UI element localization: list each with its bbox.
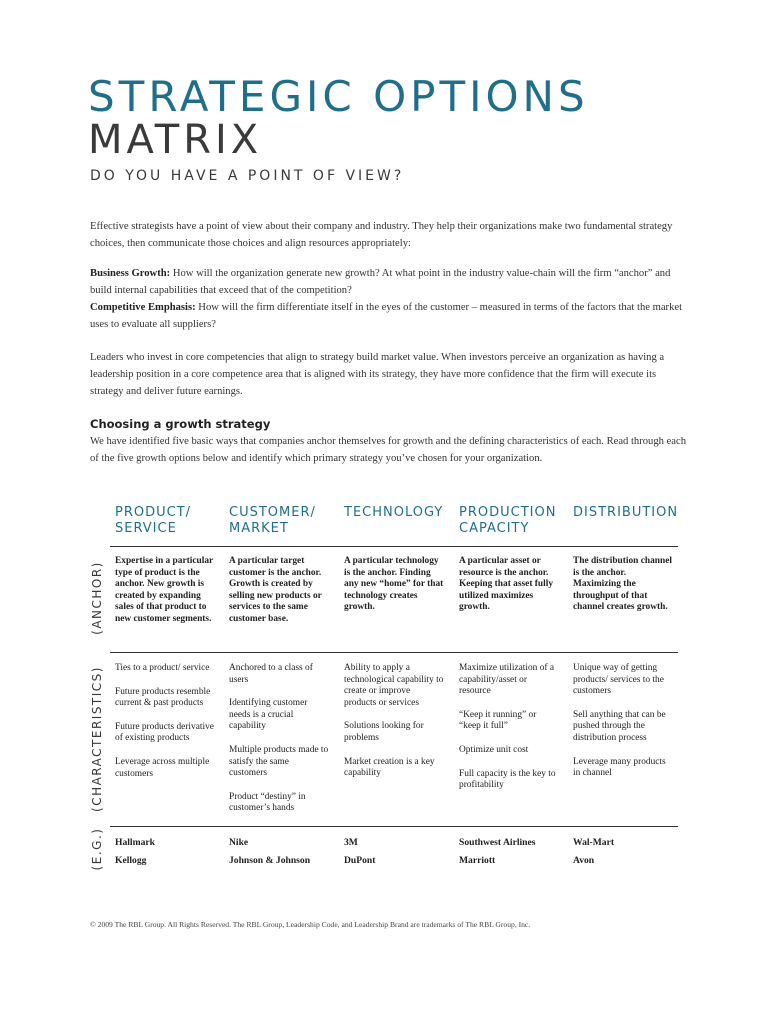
column-heading-text: DISTRIBUTION: [573, 505, 679, 520]
example-company: Wal-Mart: [573, 837, 615, 848]
subtitle: DO YOU HAVE A POINT OF VIEW?: [90, 168, 405, 184]
examples-cell-technology: [344, 834, 375, 870]
strategy-choices-paragraph: [90, 265, 690, 333]
characteristic-item: Sell anything that can be pushed through the distribution process: [573, 709, 666, 743]
characteristics-cell-product-service: [115, 663, 215, 792]
characteristic-item: Solutions looking for problems: [344, 721, 424, 743]
example-company: Nike: [229, 837, 249, 848]
characteristic-item: “Keep it running” or “keep it full”: [459, 709, 537, 732]
row-label-characteristics: (CHARACTERISTICS): [90, 666, 104, 812]
example-company: Marriott: [459, 855, 496, 866]
anchor-cell-production-capacity: A particular asset or resource is the anchor. Keeping that asset fully utilized maximizes growth.: [459, 556, 554, 613]
anchor-cell-customer-market: A particular target customer is the anchor. Growth is created by selling new products or services to the same customer base.: [229, 556, 322, 624]
business-growth-label: Business Growth:: [90, 268, 171, 279]
choosing-paragraph: We have identified five basic ways that companies anchor themselves for growth and the defining characteristics of each. Read through each of the five growth options below and identify which primary strategy you’ve chosen for your organization.: [90, 436, 686, 464]
example-company: Southwest Airlines: [459, 837, 536, 848]
examples-cell-product-service: [115, 834, 155, 870]
example-company: Kellogg: [115, 855, 147, 866]
column-heading-text: TECHNOLOGY: [344, 505, 444, 520]
example-company: DuPont: [344, 855, 376, 866]
competitive-emphasis-text: How will the firm differentiate itself in the eyes of the customer – measured in terms of the factors that the market uses to evaluate all suppliers?: [90, 302, 683, 330]
column-heading-text: PRODUCTION CAPACITY: [459, 505, 557, 536]
copyright-footer: © 2009 The RBL Group. All Rights Reserved. The RBL Group, Leadership Code, and Leadership Brand are trademarks of The RBL Group, Inc.: [90, 920, 531, 929]
characteristic-item: Leverage many products in channel: [573, 756, 666, 779]
column-heading-technology: [344, 505, 456, 521]
column-heading-production-capacity: [459, 505, 571, 537]
intro-paragraph: Effective strategists have a point of view about their company and industry. They help their organizations make two fundamental strategy choices, then communicate those choices and align resources appropriately:: [90, 221, 673, 249]
matrix-divider-top: [110, 546, 678, 547]
examples-cell-production-capacity: [459, 834, 536, 870]
characteristics-cell-distribution: [573, 663, 673, 792]
characteristic-item: Future products derivative of existing products: [115, 721, 214, 744]
example-company: 3M: [344, 837, 358, 848]
column-heading-distribution: [573, 505, 685, 521]
examples-cell-distribution: [573, 834, 614, 870]
characteristic-item: Unique way of getting products/ services to the customers: [573, 663, 664, 697]
characteristic-item: Full capacity is the key to profitability: [459, 768, 556, 791]
characteristic-item: Optimize unit cost: [459, 744, 529, 755]
characteristic-item: Future products resemble current & past products: [115, 686, 211, 709]
matrix-divider-bottom: [110, 826, 678, 827]
characteristic-item: Anchored to a class of users: [229, 663, 313, 685]
characteristic-item: Ability to apply a technological capability to create or improve products or services: [344, 663, 444, 708]
column-heading-customer-market: [229, 505, 341, 537]
title-line-2: MATRIX: [88, 117, 263, 163]
example-company: Hallmark: [115, 837, 155, 848]
anchor-cell-product-service: Expertise in a particular type of product is the anchor. New growth is created by expanding sales of that product to new customer segments.: [115, 556, 213, 624]
matrix-divider-middle: [110, 652, 678, 653]
characteristic-item: Maximize utilization of a capability/asset or resource: [459, 663, 555, 697]
characteristics-cell-customer-market: [229, 663, 329, 827]
column-heading-text: PRODUCT/ SERVICE: [115, 505, 192, 536]
characteristic-item: Market creation is a key capability: [344, 756, 435, 779]
row-label-anchor: (ANCHOR): [90, 561, 104, 635]
characteristics-cell-production-capacity: [459, 663, 559, 804]
characteristics-cell-technology: [344, 663, 444, 792]
title-line-1: STRATEGIC OPTIONS: [88, 72, 589, 121]
business-growth-text: How will the organization generate new growth? At what point in the industry value-chain will the firm “anchor” and build internal capabilities that exceed that of the competition?: [90, 268, 671, 296]
row-label-eg: (E.G.): [90, 827, 104, 871]
characteristic-item: Multiple products made to satisfy the same customers: [229, 744, 329, 779]
leaders-paragraph: Leaders who invest in core competencies that align to strategy build market value. When investors perceive an organization as having a leadership position in a core competence area that is aligned with its strategy, they have more confidence that the firm will execute its strategy and deliver future earnings.: [90, 352, 665, 397]
choosing-heading: Choosing a growth strategy: [90, 417, 271, 431]
examples-cell-customer-market: [229, 834, 310, 870]
characteristic-item: Identifying customer needs is a crucial capability: [229, 698, 308, 732]
example-company: Johnson & Johnson: [229, 855, 311, 866]
anchor-cell-distribution: The distribution channel is the anchor. Maximizing the throughput of that channel creates growth.: [573, 556, 672, 613]
anchor-cell-technology: A particular technology is the anchor. Finding any new “home” for that technology creates growth.: [344, 556, 444, 613]
characteristic-item: Product “destiny” in customer’s hands: [229, 791, 306, 814]
column-heading-text: CUSTOMER/ MARKET: [229, 505, 316, 536]
characteristic-item: Ties to a product/ service: [115, 663, 210, 673]
competitive-emphasis-label: Competitive Emphasis:: [90, 302, 196, 313]
characteristic-item: Leverage across multiple customers: [115, 756, 210, 779]
example-company: Avon: [573, 855, 595, 866]
column-heading-product-service: [115, 505, 227, 537]
